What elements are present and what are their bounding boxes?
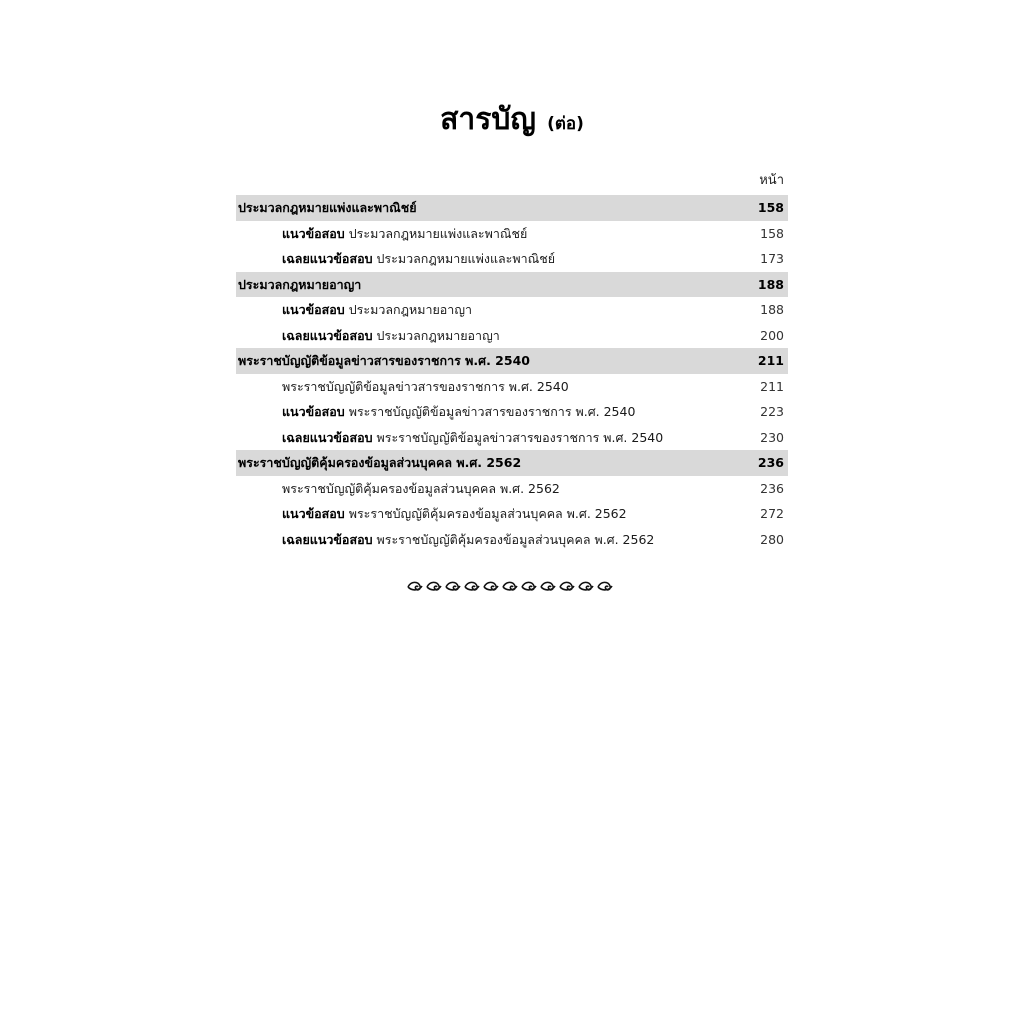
- toc-entry-text: พระราชบัญญัติคุ้มครองข้อมูลส่วนบุคคล พ.ศ. 2562: [344, 506, 627, 521]
- toc-entry-label: [282, 399, 635, 425]
- toc-entry-text: ประมวลกฎหมายแพ่งและพาณิชย์: [344, 225, 528, 241]
- toc-page-number: 272: [760, 506, 784, 521]
- toc-entry-text: พระราชบัญญัติข้อมูลข่าวสารของราชการ พ.ศ. 2540: [238, 353, 530, 368]
- toc-entry-row: [236, 221, 788, 247]
- toc-entry-row: [236, 501, 788, 527]
- toc-entry-text: พระราชบัญญัติข้อมูลข่าวสารของราชการ พ.ศ. 2540: [372, 429, 664, 445]
- ornament-curl: [560, 582, 574, 590]
- toc-page-number: 158: [757, 200, 784, 215]
- toc-entry-prefix: แนวข้อสอบ: [282, 404, 345, 419]
- toc-entry-row: [236, 374, 788, 400]
- toc-entry-label: [282, 297, 472, 323]
- toc-entry-label: [238, 450, 521, 476]
- page-title: สารบัญ: [440, 102, 536, 137]
- toc-entry-label: [282, 246, 555, 272]
- toc-entry-prefix: เฉลยแนวข้อสอบ: [282, 327, 373, 343]
- toc-entry-prefix: แนวข้อสอบ: [282, 302, 345, 317]
- toc-entry-text: พระราชบัญญัติคุ้มครองข้อมูลส่วนบุคคล พ.ศ. 2562: [282, 480, 560, 496]
- toc-entry-prefix: แนวข้อสอบ: [282, 225, 345, 241]
- toc-entry-row: [236, 527, 788, 553]
- toc-entry-label: [282, 425, 663, 451]
- toc-entry-label: [238, 348, 530, 374]
- toc-entry-label: [282, 476, 560, 502]
- scroll-flourish-icon: [0, 578, 1024, 598]
- toc-page-number: 188: [760, 302, 784, 317]
- ornament-curl: [408, 582, 422, 590]
- toc-entry-row: [236, 476, 788, 502]
- ornament-curl: [446, 582, 460, 590]
- toc-entry-text: ประมวลกฎหมายแพ่งและพาณิชย์: [238, 200, 417, 215]
- toc-entry-text: พระราชบัญญัติข้อมูลข่าวสารของราชการ พ.ศ. 2540: [344, 404, 636, 419]
- toc-page-number: 158: [760, 225, 784, 241]
- toc-section-row: [236, 348, 788, 374]
- toc-entry-text: พระราชบัญญัติคุ้มครองข้อมูลส่วนบุคคล พ.ศ. 2562: [372, 531, 655, 547]
- ornament-curl: [484, 582, 498, 590]
- toc-rows: [236, 195, 788, 552]
- toc-entry-text: ประมวลกฎหมายอาญา: [372, 327, 500, 343]
- ornament-curl: [427, 582, 441, 590]
- toc-entry-label: [238, 272, 361, 298]
- toc-entry-prefix: แนวข้อสอบ: [282, 506, 345, 521]
- toc-page-number: 211: [760, 378, 784, 394]
- toc-entry-row: [236, 297, 788, 323]
- ornament-graphic: [402, 578, 622, 594]
- toc-entry-text: ประมวลกฎหมายอาญา: [344, 302, 472, 317]
- toc-entry-label: [238, 195, 417, 221]
- toc-entry-row: [236, 425, 788, 451]
- toc-section-row: [236, 272, 788, 298]
- toc-entry-text: พระราชบัญญัติข้อมูลข่าวสารของราชการ พ.ศ. 2540: [282, 378, 569, 394]
- toc-page-number: 280: [760, 531, 784, 547]
- ornament-curl: [541, 582, 555, 590]
- toc-page-number: 211: [757, 353, 784, 368]
- toc-entry-text: ประมวลกฎหมายอาญา: [238, 276, 362, 292]
- toc-entry-label: [282, 501, 627, 527]
- toc-page-number: 236: [757, 455, 784, 470]
- toc-entry-row: [236, 323, 788, 349]
- ornament-curl: [465, 582, 479, 590]
- ornament-curl: [503, 582, 517, 590]
- page-title-suffix: (ต่อ): [547, 114, 584, 134]
- toc-page-number: 223: [760, 404, 784, 419]
- toc-entry-row: [236, 399, 788, 425]
- toc-entry-text: ประมวลกฎหมายแพ่งและพาณิชย์: [372, 251, 556, 266]
- page-column-header: หน้า: [759, 173, 784, 188]
- toc-page-number: 173: [760, 251, 784, 266]
- toc-entry-prefix: เฉลยแนวข้อสอบ: [282, 531, 373, 547]
- toc-entry-label: [282, 323, 500, 349]
- toc-page-number: 200: [760, 327, 784, 343]
- toc-entry-label: [282, 221, 527, 247]
- ornament-curl: [522, 582, 536, 590]
- toc-entry-text: พระราชบัญญัติคุ้มครองข้อมูลส่วนบุคคล พ.ศ. 2562: [238, 455, 522, 470]
- toc-page-number: 188: [757, 276, 784, 292]
- table-of-contents: [236, 170, 788, 552]
- ornament-curl: [579, 582, 593, 590]
- toc-entry-prefix: เฉลยแนวข้อสอบ: [282, 251, 373, 266]
- toc-entry-prefix: เฉลยแนวข้อสอบ: [282, 429, 373, 445]
- toc-page-number: 236: [760, 480, 784, 496]
- toc-entry-label: [282, 527, 654, 553]
- ornament-curl: [598, 582, 612, 590]
- toc-entry-label: [282, 374, 569, 400]
- toc-page-number: 230: [760, 429, 784, 445]
- toc-entry-row: [236, 246, 788, 272]
- toc-title: [0, 96, 1024, 143]
- toc-section-row: [236, 450, 788, 476]
- toc-section-row: [236, 195, 788, 221]
